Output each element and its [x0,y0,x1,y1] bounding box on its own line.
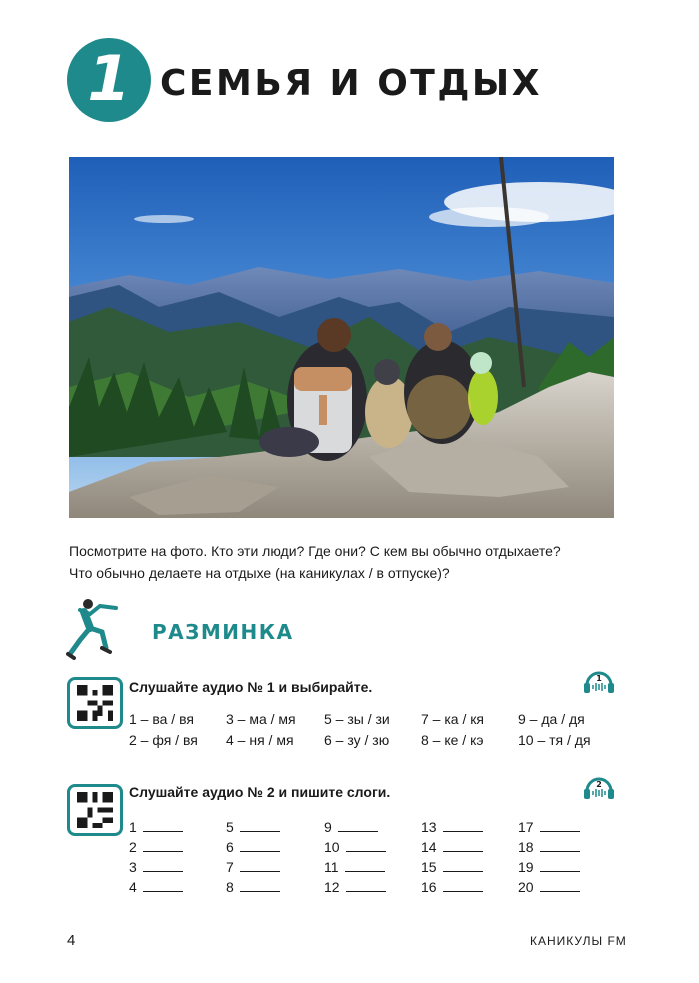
syllable-item[interactable]: 19 [518,857,534,877]
syllable-item[interactable]: 17 [518,817,534,837]
answer-blank[interactable] [240,857,280,872]
chapter-number: 1 [87,42,131,115]
answer-blank[interactable] [540,877,580,892]
syllable-item[interactable]: 11 [324,857,339,877]
answer-blank[interactable] [240,877,280,892]
svg-text:2: 2 [596,780,602,789]
choice-item[interactable]: 1 – ва / вя [129,711,194,727]
syllable-item[interactable]: 6 [226,837,234,857]
syllable-item[interactable]: 18 [518,837,534,857]
answer-blank[interactable] [143,837,183,852]
answer-blank[interactable] [143,857,183,872]
qr-code-icon[interactable] [67,784,123,836]
runner-icon [66,598,122,660]
book-brand: КАНИКУЛЫ FM [530,934,627,948]
answer-blank[interactable] [540,817,580,832]
choice-item[interactable]: 10 – тя / дя [518,732,591,748]
choice-item[interactable]: 3 – ма / мя [226,711,296,727]
syllable-item[interactable]: 4 [129,877,137,897]
choice-item[interactable]: 8 – ке / кэ [421,732,484,748]
answer-blank[interactable] [540,857,580,872]
syllable-item[interactable]: 15 [421,857,437,877]
page-number: 4 [67,932,76,949]
task1-row-2 [129,730,619,750]
syllable-item[interactable]: 9 [324,817,332,837]
task1-title: Слушайте аудио № 1 и выбирайте. [129,679,373,695]
task2-grid [129,817,599,897]
syllable-item[interactable]: 3 [129,857,137,877]
answer-blank[interactable] [540,837,580,852]
audio-1-icon[interactable] [583,669,615,695]
choice-item[interactable]: 5 – зы / зи [324,711,390,727]
answer-blank[interactable] [443,837,483,852]
answer-blank[interactable] [346,877,386,892]
syllable-item[interactable]: 8 [226,877,234,897]
answer-blank[interactable] [443,817,483,832]
syllable-item[interactable]: 20 [518,877,534,897]
task2-title: Слушайте аудио № 2 и пишите слоги. [129,784,391,800]
syllable-item[interactable]: 1 [129,817,137,837]
answer-blank[interactable] [443,877,483,892]
choice-item[interactable]: 4 – ня / мя [226,732,294,748]
syllable-item[interactable]: 10 [324,837,340,857]
answer-blank[interactable] [346,837,386,852]
answer-blank[interactable] [338,817,378,832]
svg-text:1: 1 [596,674,602,683]
answer-blank[interactable] [443,857,483,872]
syllable-item[interactable]: 7 [226,857,234,877]
syllable-item[interactable]: 2 [129,837,137,857]
intro-line-1: Посмотрите на фото. Кто эти люди? Где они? С кем вы обычно отдыхаете? [69,543,561,559]
chapter-title: СЕМЬЯ И ОТДЫХ [160,63,542,104]
family-mountain-photo [69,157,614,518]
section-title: РАЗМИНКА [152,620,294,644]
choice-item[interactable]: 2 – фя / вя [129,732,198,748]
intro-questions [69,540,629,584]
answer-blank[interactable] [143,817,183,832]
audio-2-icon[interactable] [583,775,615,801]
choice-item[interactable]: 6 – зу / зю [324,732,390,748]
syllable-item[interactable]: 5 [226,817,234,837]
choice-item[interactable]: 7 – ка / кя [421,711,484,727]
syllable-item[interactable]: 14 [421,837,437,857]
syllable-item[interactable]: 12 [324,877,340,897]
task1-row-1 [129,709,619,729]
intro-line-2: Что обычно делаете на отдыхе (на каникулах / в отпуске)? [69,565,450,581]
answer-blank[interactable] [143,877,183,892]
answer-blank[interactable] [240,837,280,852]
answer-blank[interactable] [240,817,280,832]
syllable-item[interactable]: 13 [421,817,437,837]
qr-code-icon[interactable] [67,677,123,729]
syllable-item[interactable]: 16 [421,877,437,897]
choice-item[interactable]: 9 – да / дя [518,711,585,727]
answer-blank[interactable] [345,857,385,872]
